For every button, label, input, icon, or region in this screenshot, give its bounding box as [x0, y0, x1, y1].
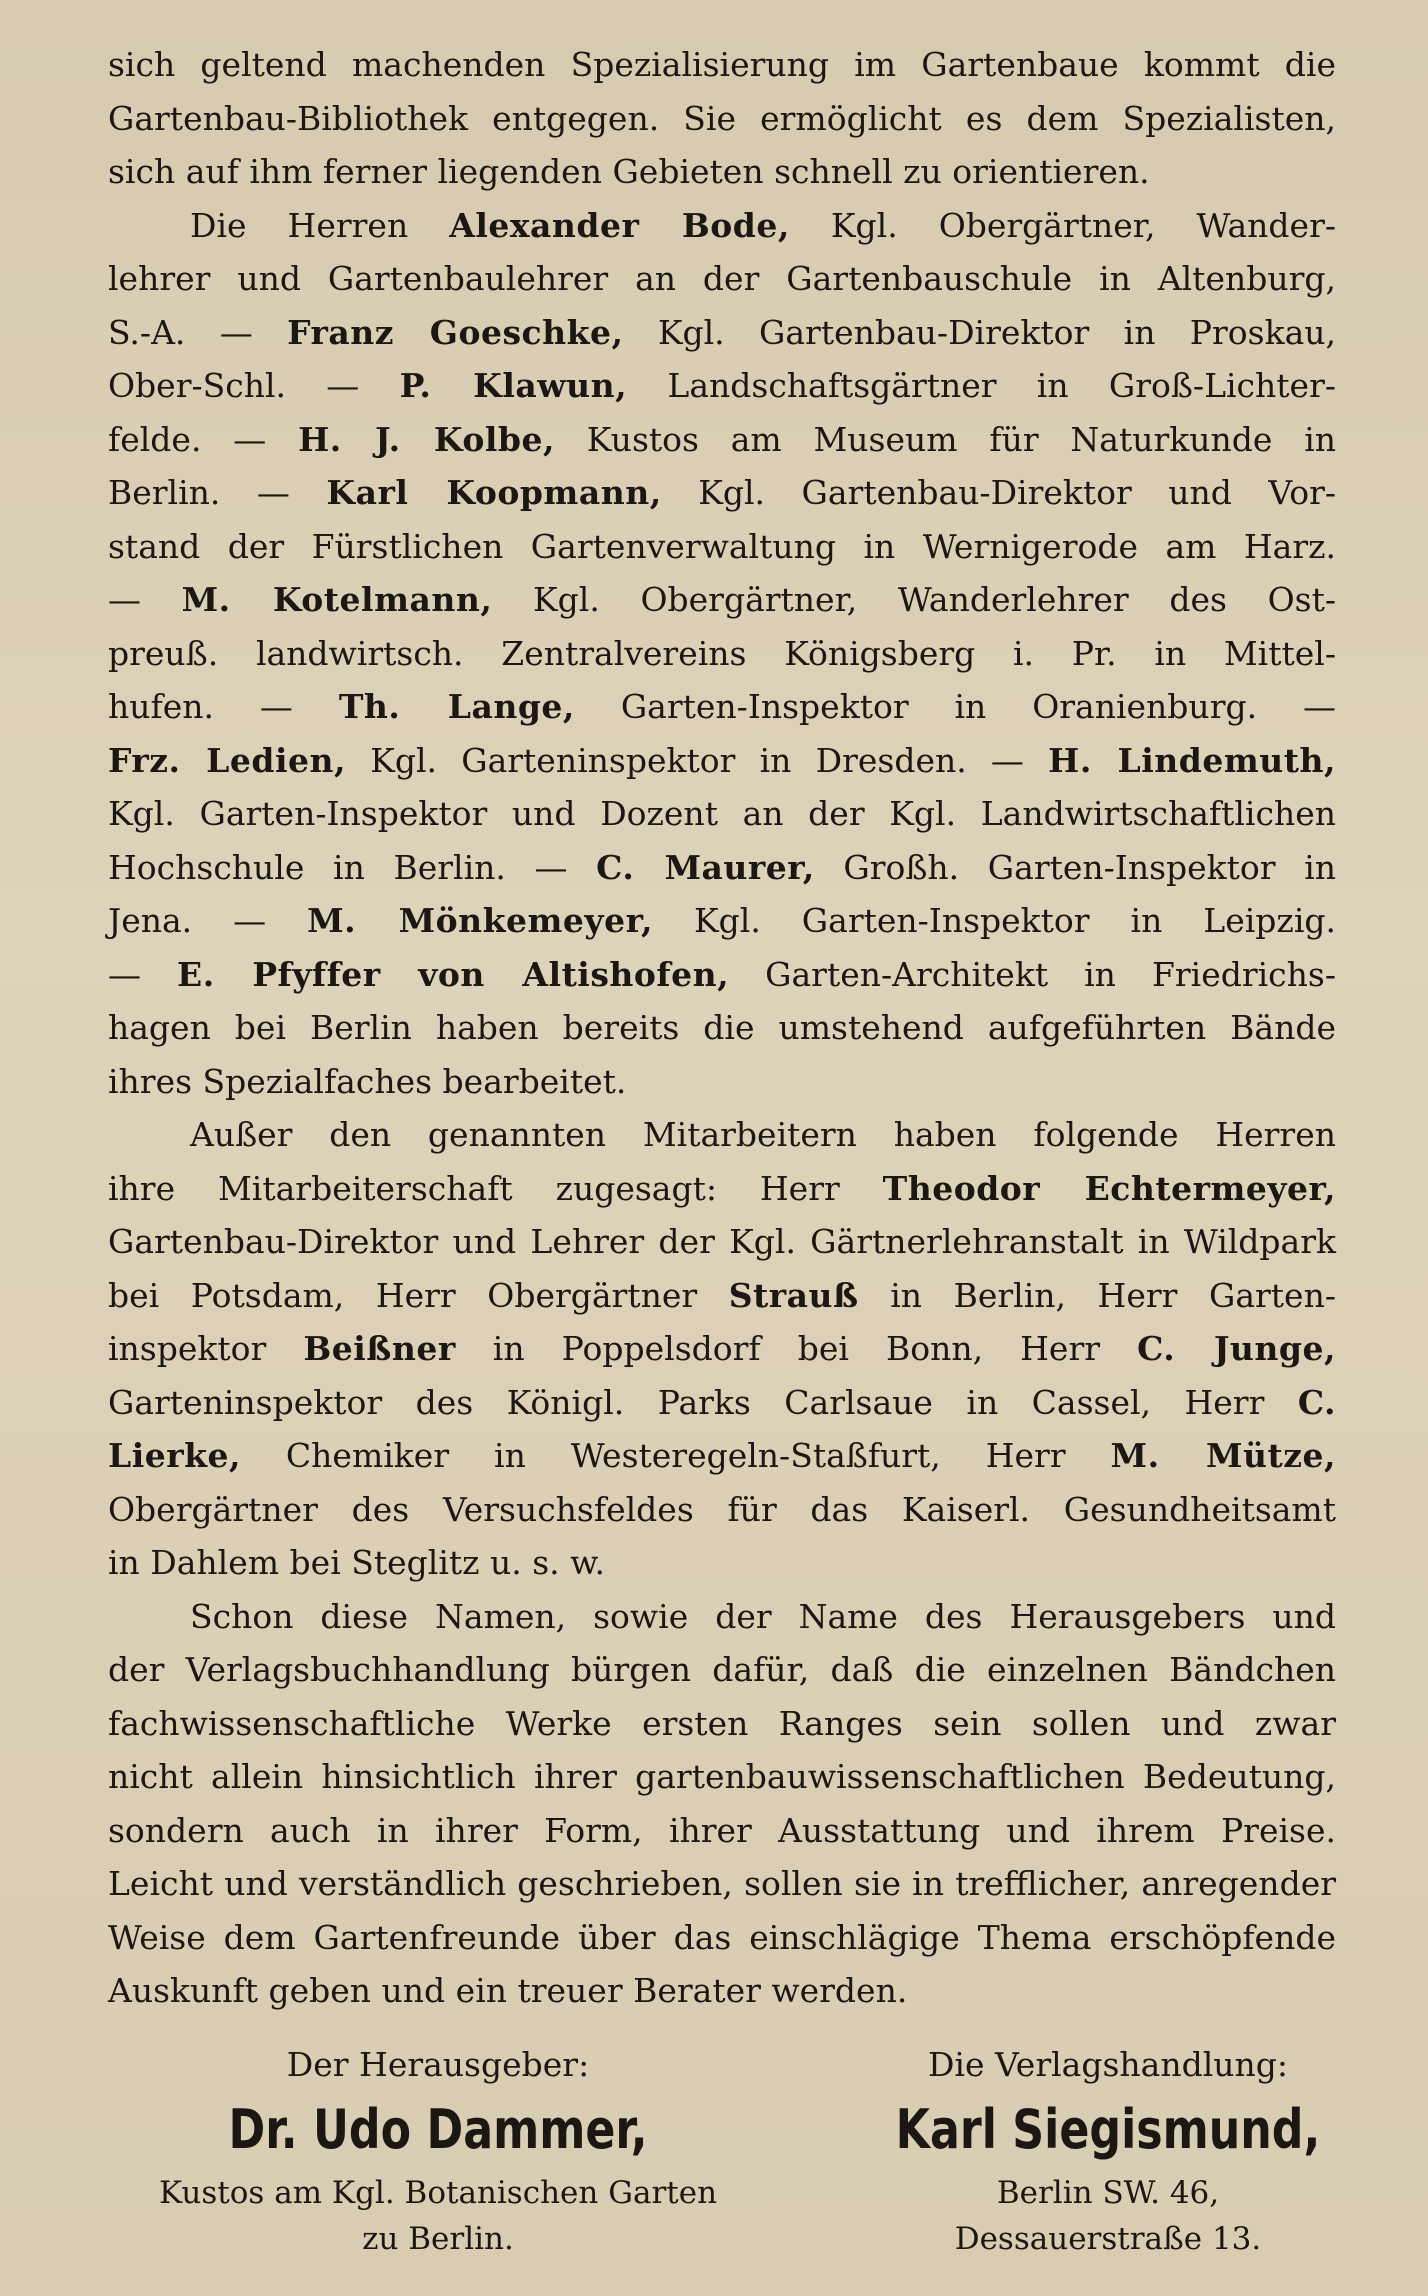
text-run: Kgl. Garten-Inspektor in Leipzig. — [653, 901, 1336, 940]
text-line — [108, 1055, 1336, 1109]
name-emphasis: M. Mütze, — [1110, 1436, 1336, 1475]
text-run: Garteninspektor des Königl. Parks Carlsaue in Cassel, Herr — [108, 1382, 1298, 1422]
text-run: bei Potsdam, Herr Obergärtner — [108, 1275, 729, 1315]
name-emphasis: E. Pfyffer von Altishofen, — [177, 954, 730, 994]
text-run: Kgl. Gartenbau-Direktor und Vor- — [661, 473, 1336, 512]
text-line — [108, 1964, 1336, 2018]
text-run: — — [108, 954, 178, 994]
name-emphasis: C. — [1297, 1382, 1336, 1422]
text-line — [108, 787, 1336, 841]
text-run: Kgl. Gartenbau-Direktor in Proskau, — [623, 312, 1336, 352]
text-run: Kustos am Museum für Naturkunde in — [554, 419, 1337, 459]
text-run: Gartenbau-Direktor und Lehrer der Kgl. Gärtnerlehranstalt in Wildpark — [108, 1222, 1336, 1261]
text-line — [108, 734, 1336, 788]
text-line — [108, 38, 1336, 92]
publisher-city: Berlin SW. 46, — [996, 2175, 1220, 2211]
text-run: hagen bei Berlin haben bereits die umstehend aufgeführten Bände — [108, 1008, 1336, 1047]
text-run: Jena. — — [108, 901, 308, 940]
publisher-heading: Die Verlagshandlung: — [927, 2045, 1289, 2084]
text-line — [108, 1590, 1336, 1644]
text-run: sich auf ihm ferner liegenden Gebieten schnell zu orientieren. — [108, 152, 1150, 191]
text-line — [108, 1108, 1336, 1162]
text-run: Chemiker in Westeregeln-Staßfurt, Herr — [240, 1436, 1111, 1475]
text-run: — — [108, 580, 182, 619]
text-run: in Berlin, Herr Garten- — [858, 1275, 1336, 1315]
name-emphasis: M. Mönkemeyer, — [307, 901, 654, 940]
publisher-signature — [808, 2040, 1408, 2262]
name-emphasis: Franz Goeschke, — [287, 312, 624, 352]
text-run: der Verlagsbuchhandlung bürgen dafür, daß die einzelnen Bändchen — [108, 1650, 1336, 1689]
text-line — [108, 1215, 1336, 1269]
text-line — [108, 1269, 1336, 1323]
text-line — [108, 252, 1336, 306]
name-emphasis: C. Maurer, — [596, 847, 815, 887]
text-run: inspektor — [108, 1329, 304, 1368]
text-run: in Poppelsdorf bei Bonn, Herr — [455, 1329, 1138, 1368]
text-line — [108, 1911, 1336, 1965]
text-run: Obergärtner des Versuchsfeldes für das Kaiserl. Gesundheitsamt — [108, 1489, 1336, 1529]
text-line — [108, 1001, 1336, 1055]
text-line — [108, 413, 1336, 467]
text-line — [108, 1750, 1336, 1804]
text-line — [108, 1804, 1336, 1858]
text-run: lehrer und Gartenbaulehrer an der Gartenbauschule in Altenburg, — [108, 259, 1336, 298]
editor-signature — [108, 2040, 768, 2262]
text-line — [108, 1857, 1336, 1911]
text-line — [108, 466, 1336, 520]
text-line — [108, 627, 1336, 681]
editor-heading: Der Herausgeber: — [286, 2045, 590, 2084]
name-emphasis: P. Klawun, — [399, 366, 628, 405]
text-run: Kgl. Obergärtner, Wander- — [789, 205, 1337, 245]
name-emphasis: Th. Lange, — [338, 687, 575, 726]
text-run: Kgl. Garten-Inspektor und Dozent an der Kgl. Landwirtschaftlichen — [108, 794, 1336, 833]
text-run: stand der Fürstlichen Gartenverwaltung in Wernigerode am Harz. — [108, 526, 1336, 566]
text-line — [108, 894, 1336, 948]
text-run: felde. — — [108, 419, 299, 459]
text-run: hufen. — — [108, 687, 339, 726]
signature-block — [108, 2040, 1336, 2280]
text-run: Garten-Inspektor in Oranienburg. — — [574, 687, 1336, 726]
name-emphasis: Beißner — [303, 1329, 456, 1368]
text-line — [108, 1429, 1336, 1483]
text-line — [108, 1483, 1336, 1537]
text-run: Landschaftsgärtner in Groß-Lichter- — [627, 366, 1336, 405]
text-run: preuß. landwirtsch. Zentralvereins Königsberg i. Pr. in Mittel- — [108, 633, 1336, 673]
text-run: fachwissenschaftliche Werke ersten Ranges sein sollen und zwar — [108, 1703, 1336, 1743]
text-line — [108, 1697, 1336, 1751]
text-run: nicht allein hinsichtlich ihrer gartenbauwissenschaftlichen Bedeutung, — [108, 1757, 1336, 1796]
text-line — [108, 1536, 1336, 1590]
name-emphasis: H. Lindemuth, — [1048, 740, 1336, 780]
name-emphasis: Strauß — [728, 1275, 859, 1315]
text-line — [108, 359, 1336, 413]
name-emphasis: H. J. Kolbe, — [298, 419, 555, 459]
editor-title: Kustos am Kgl. Botanischen Garten — [158, 2175, 718, 2211]
text-run: ihres Spezialfaches bearbeitet. — [108, 1061, 627, 1101]
text-line — [108, 573, 1336, 627]
text-run: Die Herren — [190, 205, 450, 245]
text-run: Kgl. Obergärtner, Wanderlehrer des Ost- — [492, 580, 1336, 619]
text-run: Berlin. — — [108, 473, 327, 512]
text-line — [108, 680, 1336, 734]
text-line — [108, 841, 1336, 895]
text-line — [108, 948, 1336, 1002]
text-run: Ober-Schl. — — [108, 366, 400, 405]
name-emphasis: Lierke, — [108, 1436, 241, 1475]
text-line — [108, 1643, 1336, 1697]
text-line — [108, 520, 1336, 574]
text-run: S.-A. — — [108, 312, 288, 352]
text-line — [108, 306, 1336, 360]
text-run: Gartenbau-Bibliothek entgegen. Sie ermöglicht es dem Spezialisten, — [108, 98, 1336, 138]
text-run: Schon diese Namen, sowie der Name des Herausgebers und — [190, 1596, 1336, 1636]
text-run: Hochschule in Berlin. — — [108, 847, 597, 887]
editor-name: Dr. Udo Dammer, — [228, 2098, 648, 2161]
text-run: in Dahlem bei Steglitz u. s. w. — [108, 1543, 605, 1582]
name-emphasis: C. Junge, — [1137, 1329, 1336, 1368]
text-run: Garten-Architekt in Friedrichs- — [729, 954, 1336, 994]
text-run: Auskunft geben und ein treuer Berater werden. — [108, 1971, 908, 2010]
name-emphasis: Karl Koopmann, — [326, 473, 662, 512]
text-run: ihre Mitarbeiterschaft zugesagt: Herr — [108, 1168, 883, 1208]
name-emphasis: Theodor Echtermeyer, — [882, 1168, 1337, 1208]
text-line — [108, 1376, 1336, 1430]
text-run: Außer den genannten Mitarbeitern haben folgende Herren — [190, 1115, 1336, 1154]
publisher-name: Karl Siegismund, — [895, 2098, 1321, 2161]
body-text — [108, 38, 1336, 2018]
text-line — [108, 1162, 1336, 1216]
publisher-street: Dessauerstraße 13. — [954, 2221, 1262, 2257]
text-line — [108, 145, 1336, 199]
text-run: Leicht und verständlich geschrieben, sollen sie in trefflicher, anregender — [108, 1864, 1336, 1903]
text-run: Kgl. Garteninspektor in Dresden. — — [345, 740, 1049, 780]
text-run: Großh. Garten-Inspektor in — [814, 847, 1337, 887]
name-emphasis: Alexander Bode, — [449, 205, 790, 245]
editor-location: zu Berlin. — [362, 2221, 514, 2257]
text-line — [108, 1322, 1336, 1376]
text-run: sondern auch in ihrer Form, ihrer Ausstattung und ihrem Preise. — [108, 1810, 1336, 1850]
text-line — [108, 92, 1336, 146]
name-emphasis: Frz. Ledien, — [108, 740, 346, 780]
name-emphasis: M. Kotelmann, — [181, 580, 493, 619]
text-run: Weise dem Gartenfreunde über das einschlägige Thema erschöpfende — [108, 1917, 1336, 1957]
text-line — [108, 199, 1336, 253]
text-run: sich geltend machenden Spezialisierung im Gartenbaue kommt die — [108, 45, 1336, 84]
